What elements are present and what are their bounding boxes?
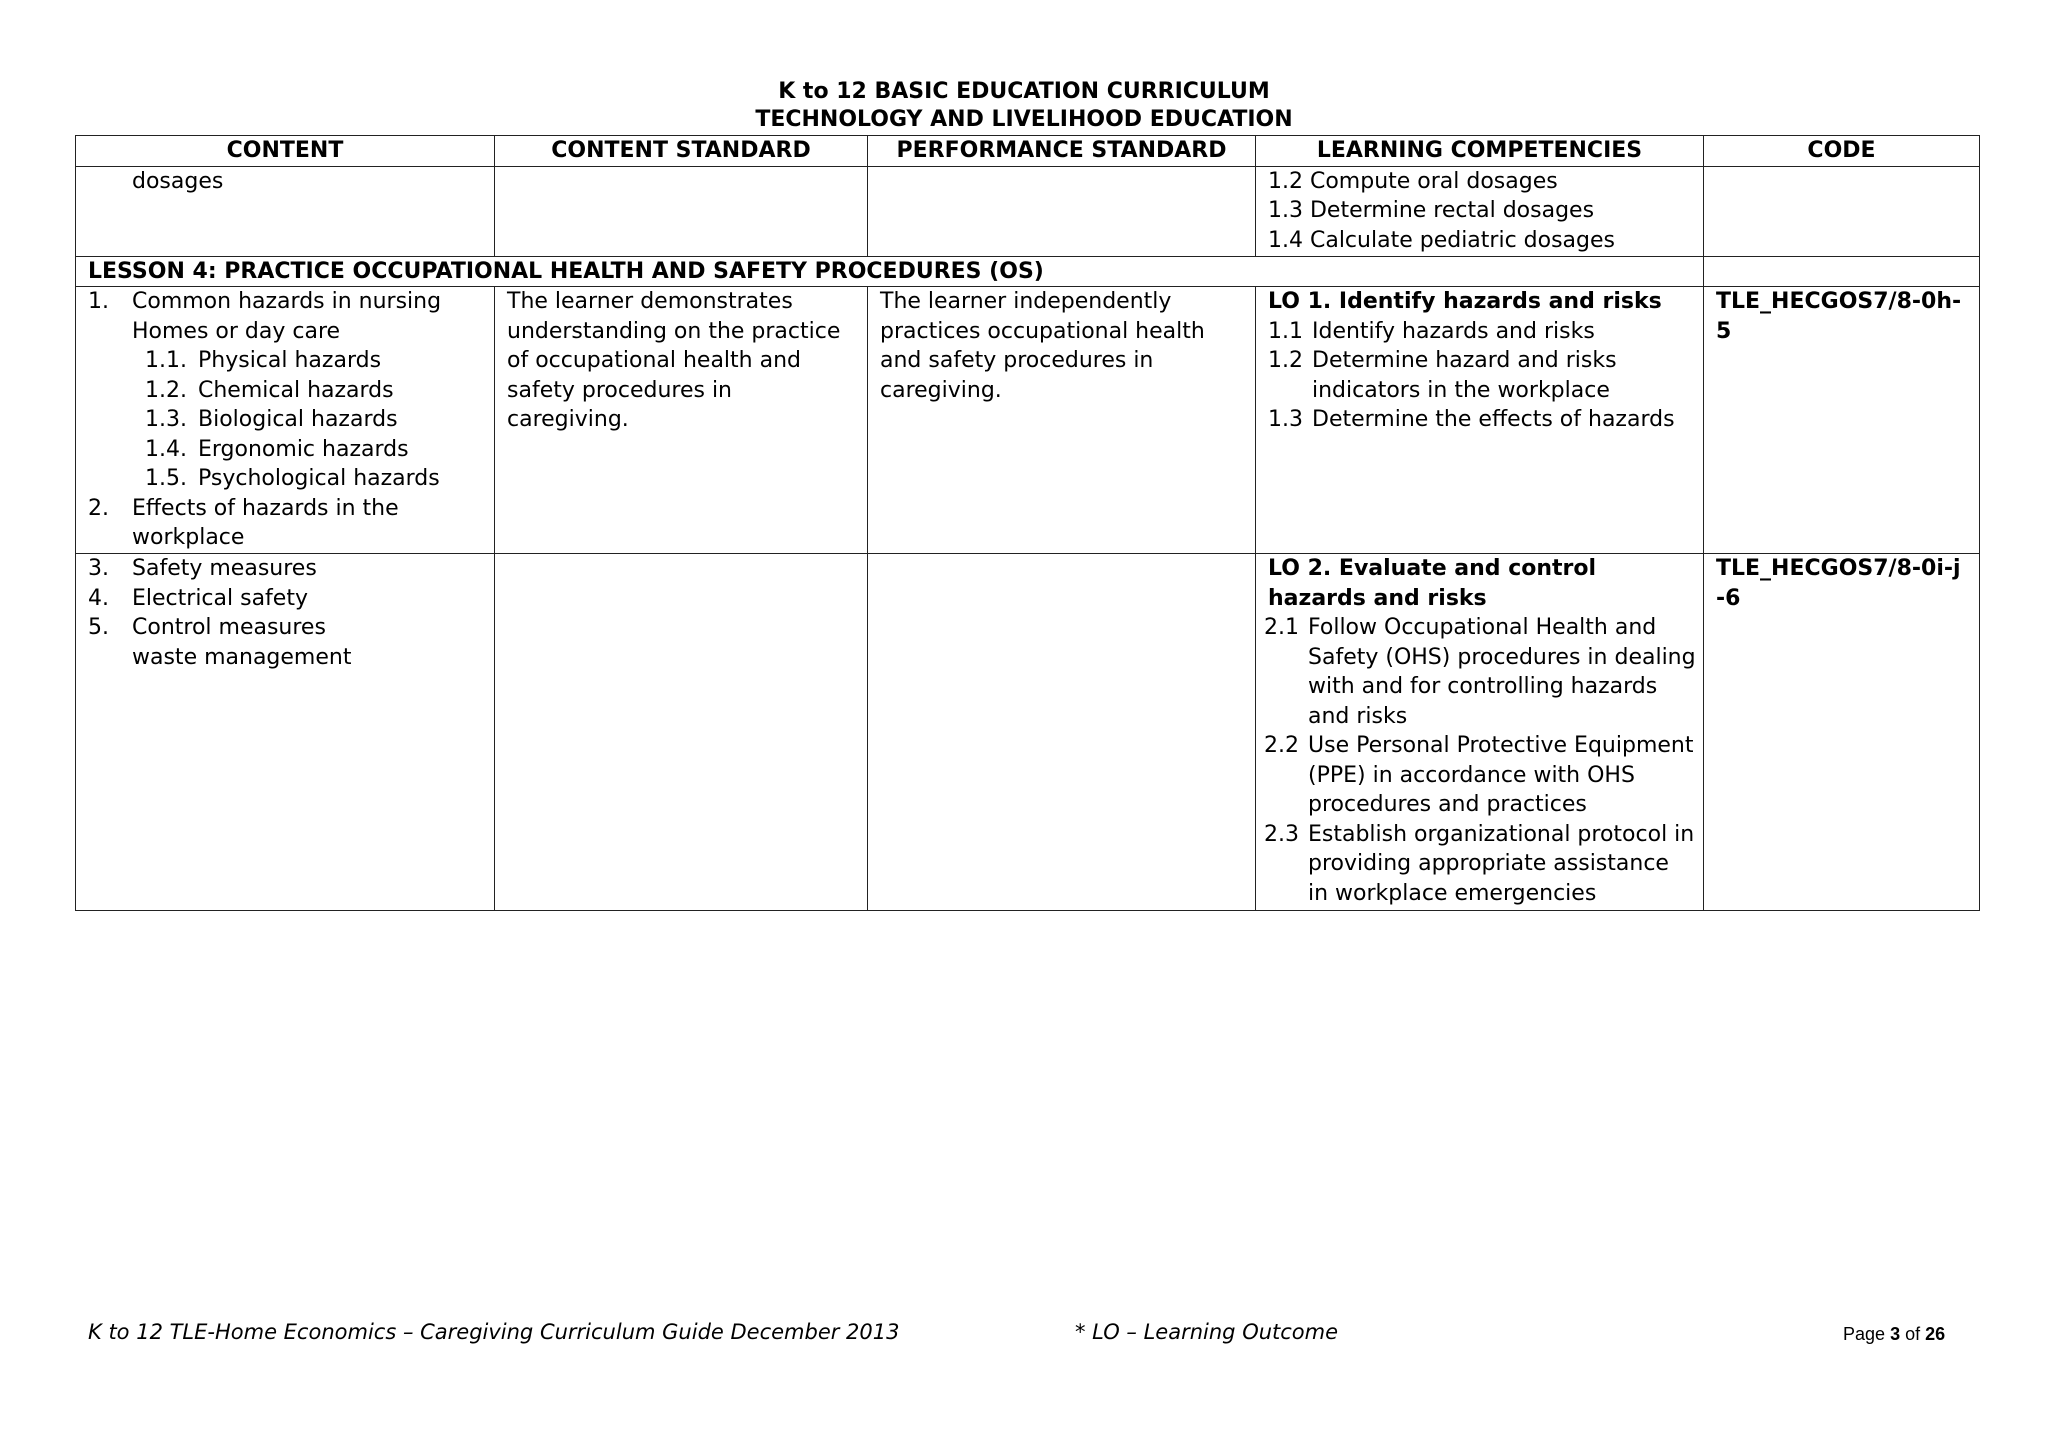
footer-legend: * LO – Learning Outcome [1075,1320,1339,1344]
content-cell [76,554,495,911]
sub-item: 1.3. Biological hazards [145,407,398,432]
competency-code: TLE_HECGOS7/8-0h-5 [1716,289,1962,344]
sub-item: 1.5. Psychological hazards [145,466,440,491]
learning-outcome-title: LO 2. Evaluate and control [1268,556,1597,581]
content-item: dosages [132,168,224,194]
competency-item: 1.3 Determine the effects of hazards [1268,407,1675,432]
competency-item: 2.2 Use Personal Protective Equipment [1264,733,1694,758]
competency-item: 2.1 Follow Occupational Health and [1264,615,1657,640]
learning-outcome-title: hazards and risks [1268,585,1487,611]
column-header-performance-standard: PERFORMANCE STANDARD [868,136,1256,167]
competency-continuation: indicators in the workplace [1312,377,1610,403]
lesson-code-cell [1704,256,1980,287]
sub-item: 1.1. Physical hazards [145,348,382,373]
competency-item: 1.1 Identify hazards and risks [1268,318,1595,344]
content-standard-cell [495,554,868,911]
performance-standard-cell [868,287,1256,554]
competency-continuation: with and for controlling hazards [1308,674,1658,699]
curriculum-table [75,135,1980,911]
content-item: 3. Safety measures [88,556,317,581]
sub-item: 1.2. Chemical hazards [145,377,394,403]
competency-continuation: procedures and practices [1308,792,1587,817]
page-total: 26 [1925,1324,1946,1344]
page-of-label: of [1905,1324,1921,1344]
code-cell [1704,287,1980,554]
competency-continuation: and risks [1308,703,1408,729]
performance-standard-cell [868,166,1256,256]
content-item-continuation: workplace [132,525,245,550]
learning-outcome-title: LO 1. Identify hazards and risks [1268,289,1662,314]
sub-item: 1.4. Ergonomic hazards [145,436,409,462]
content-item-continuation: Homes or day care [132,318,341,344]
competency-continuation: providing appropriate assistance [1308,851,1669,876]
competency-item: 1.3 Determine rectal dosages [1268,198,1595,223]
competency-item: 1.2 Determine hazard and risks [1268,348,1617,373]
column-header-learning-competencies: LEARNING COMPETENCIES [1256,136,1704,167]
table-row [76,287,1980,554]
page-title: K to 12 BASIC EDUCATION CURRICULUM [778,79,1270,104]
page-current: 3 [1890,1324,1901,1344]
table-row [76,554,1980,911]
competency-continuation: in workplace emergencies [1308,880,1597,906]
competency-code: TLE_HECGOS7/8-0i-j-6 [1716,556,1961,611]
competency-item: 1.2 Compute oral dosages [1268,168,1558,194]
code-cell [1704,554,1980,911]
competencies-cell [1256,166,1704,256]
lesson-row [76,256,1980,287]
competency-continuation: (PPE) in accordance with OHS [1308,762,1635,788]
page-header [0,78,2048,134]
content-cell [76,166,495,256]
column-header-code: CODE [1704,136,1980,167]
competencies-cell [1256,554,1704,911]
performance-standard-text: The learner independently practices occupational health and safety procedures in caregiving. [880,289,1205,403]
content-cell [76,287,495,554]
competencies-cell [1256,287,1704,554]
table-row [76,166,1980,256]
content-standard-cell [495,166,868,256]
competency-item: 1.4 Calculate pediatric dosages [1268,227,1615,253]
footer-page-number [1843,1324,1945,1345]
content-item-continuation: waste management [132,644,352,670]
content-standard-text: The learner demonstrates understanding on the practice of occupational health and safety procedures in caregiving. [507,289,841,432]
table-header-row [76,136,1980,167]
lesson-title: LESSON 4: PRACTICE OCCUPATIONAL HEALTH AND SAFETY PROCEDURES (OS) [76,256,1704,287]
column-header-content-standard: CONTENT STANDARD [495,136,868,167]
content-item: 2. Effects of hazards in the [88,495,399,521]
content-item: 4. Electrical safety [88,585,308,611]
content-item: 1. Common hazards in nursing [88,289,442,314]
column-header-content: CONTENT [76,136,495,167]
content-standard-cell [495,287,868,554]
page-label: Page [1843,1324,1886,1344]
content-item: 5. Control measures [88,615,326,640]
code-cell [1704,166,1980,256]
footer-document-title: K to 12 TLE-Home Economics – Caregiving Curriculum Guide December 2013 [88,1320,900,1344]
competency-continuation: Safety (OHS) procedures in dealing [1308,644,1696,670]
competency-item: 2.3 Establish organizational protocol in [1264,821,1695,847]
performance-standard-cell [868,554,1256,911]
page-subtitle: TECHNOLOGY AND LIVELIHOOD EDUCATION [755,107,1293,132]
